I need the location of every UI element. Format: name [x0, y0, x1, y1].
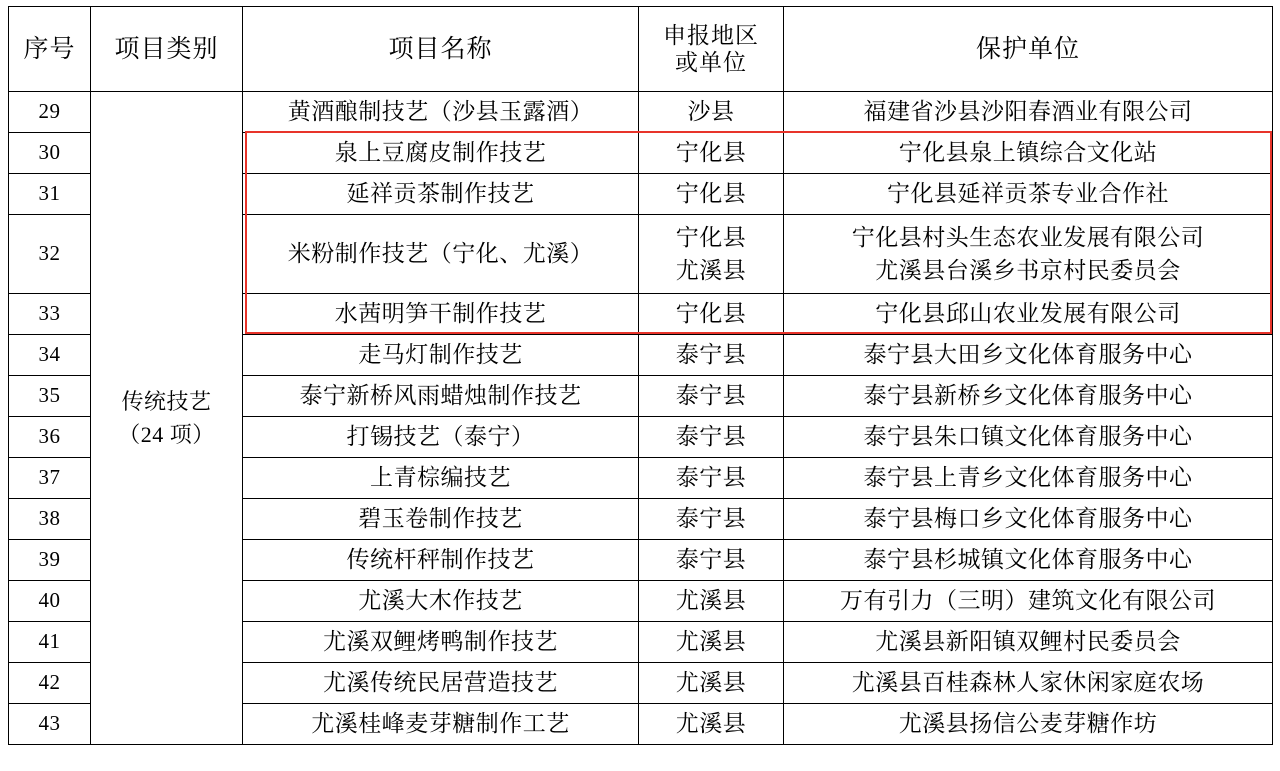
protection-unit-line1: 宁化县村头生态农业发展有限公司	[851, 224, 1205, 250]
protection-unit-line2: 尤溪县台溪乡书京村民委员会	[875, 258, 1181, 283]
column-header-declaring-area-line2: 或单位	[675, 49, 747, 75]
column-header-protection-unit: 保护单位	[784, 7, 1273, 92]
table-header	[9, 7, 1273, 92]
cell-project-name: 打锡技艺（泰宁）	[243, 417, 639, 458]
cell-category	[91, 92, 243, 745]
cell-sequence: 31	[9, 174, 91, 215]
cell-sequence: 37	[9, 458, 91, 499]
cell-declaring-area: 尤溪县	[639, 581, 784, 622]
cell-project-name: 尤溪大木作技艺	[243, 581, 639, 622]
cell-sequence: 42	[9, 663, 91, 704]
cell-project-name: 上青棕编技艺	[243, 458, 639, 499]
cell-protection-unit: 尤溪县扬信公麦芽糖作坊	[784, 704, 1273, 745]
category-label-line2: （24 项）	[118, 422, 215, 447]
cell-project-name: 泉上豆腐皮制作技艺	[243, 133, 639, 174]
cell-declaring-area: 泰宁县	[639, 458, 784, 499]
cell-project-name: 水茜明笋干制作技艺	[243, 294, 639, 335]
cell-protection-unit: 万有引力（三明）建筑文化有限公司	[784, 581, 1273, 622]
heritage-items-table	[8, 6, 1273, 745]
cell-project-name: 传统杆秤制作技艺	[243, 540, 639, 581]
cell-protection-unit: 泰宁县朱口镇文化体育服务中心	[784, 417, 1273, 458]
cell-project-name: 延祥贡茶制作技艺	[243, 174, 639, 215]
table-header-row	[9, 7, 1273, 92]
cell-declaring-area: 宁化县	[639, 294, 784, 335]
cell-project-name: 米粉制作技艺（宁化、尤溪）	[243, 215, 639, 294]
table-row	[9, 92, 1273, 133]
cell-sequence: 34	[9, 335, 91, 376]
column-header-sequence: 序号	[9, 7, 91, 92]
cell-protection-unit: 泰宁县新桥乡文化体育服务中心	[784, 376, 1273, 417]
cell-protection-unit: 尤溪县新阳镇双鲤村民委员会	[784, 622, 1273, 663]
cell-protection-unit: 宁化县邱山农业发展有限公司	[784, 294, 1273, 335]
cell-declaring-area: 沙县	[639, 92, 784, 133]
cell-protection-unit: 泰宁县梅口乡文化体育服务中心	[784, 499, 1273, 540]
cell-declaring-area: 泰宁县	[639, 540, 784, 581]
cell-sequence: 29	[9, 92, 91, 133]
cell-sequence: 33	[9, 294, 91, 335]
column-header-declaring-area-line1: 申报地区	[663, 21, 759, 48]
cell-protection-unit: 泰宁县大田乡文化体育服务中心	[784, 335, 1273, 376]
cell-project-name: 泰宁新桥风雨蜡烛制作技艺	[243, 376, 639, 417]
cell-declaring-area: 宁化县	[639, 174, 784, 215]
cell-project-name: 尤溪桂峰麦芽糖制作工艺	[243, 704, 639, 745]
cell-declaring-area: 泰宁县	[639, 376, 784, 417]
cell-declaring-area: 泰宁县	[639, 417, 784, 458]
cell-protection-unit: 泰宁县上青乡文化体育服务中心	[784, 458, 1273, 499]
column-header-project-name: 项目名称	[243, 7, 639, 92]
cell-protection-unit: 宁化县泉上镇综合文化站	[784, 133, 1273, 174]
category-label-line1: 传统技艺	[121, 389, 212, 414]
column-header-category: 项目类别	[91, 7, 243, 92]
cell-sequence: 41	[9, 622, 91, 663]
cell-declaring-area: 尤溪县	[639, 663, 784, 704]
cell-protection-unit: 尤溪县百桂森林人家休闲家庭农场	[784, 663, 1273, 704]
cell-declaring-area	[639, 215, 784, 294]
cell-project-name: 黄酒酿制技艺（沙县玉露酒）	[243, 92, 639, 133]
column-header-declaring-area	[639, 7, 784, 92]
cell-declaring-area: 泰宁县	[639, 335, 784, 376]
table-body	[9, 92, 1273, 745]
cell-protection-unit	[784, 215, 1273, 294]
cell-sequence: 35	[9, 376, 91, 417]
declaring-area-line1: 宁化县	[675, 224, 747, 250]
declaring-area-line2: 尤溪县	[675, 258, 747, 283]
cell-sequence: 40	[9, 581, 91, 622]
cell-declaring-area: 尤溪县	[639, 622, 784, 663]
cell-protection-unit: 宁化县延祥贡茶专业合作社	[784, 174, 1273, 215]
cell-protection-unit: 福建省沙县沙阳春酒业有限公司	[784, 92, 1273, 133]
cell-sequence: 36	[9, 417, 91, 458]
cell-sequence: 30	[9, 133, 91, 174]
cell-sequence: 43	[9, 704, 91, 745]
cell-sequence: 32	[9, 215, 91, 294]
cell-project-name: 走马灯制作技艺	[243, 335, 639, 376]
cell-declaring-area: 宁化县	[639, 133, 784, 174]
cell-sequence: 39	[9, 540, 91, 581]
cell-declaring-area: 尤溪县	[639, 704, 784, 745]
cell-project-name: 尤溪传统民居营造技艺	[243, 663, 639, 704]
cell-sequence: 38	[9, 499, 91, 540]
cell-project-name: 尤溪双鲤烤鸭制作技艺	[243, 622, 639, 663]
cell-project-name: 碧玉卷制作技艺	[243, 499, 639, 540]
cell-declaring-area: 泰宁县	[639, 499, 784, 540]
cell-protection-unit: 泰宁县杉城镇文化体育服务中心	[784, 540, 1273, 581]
